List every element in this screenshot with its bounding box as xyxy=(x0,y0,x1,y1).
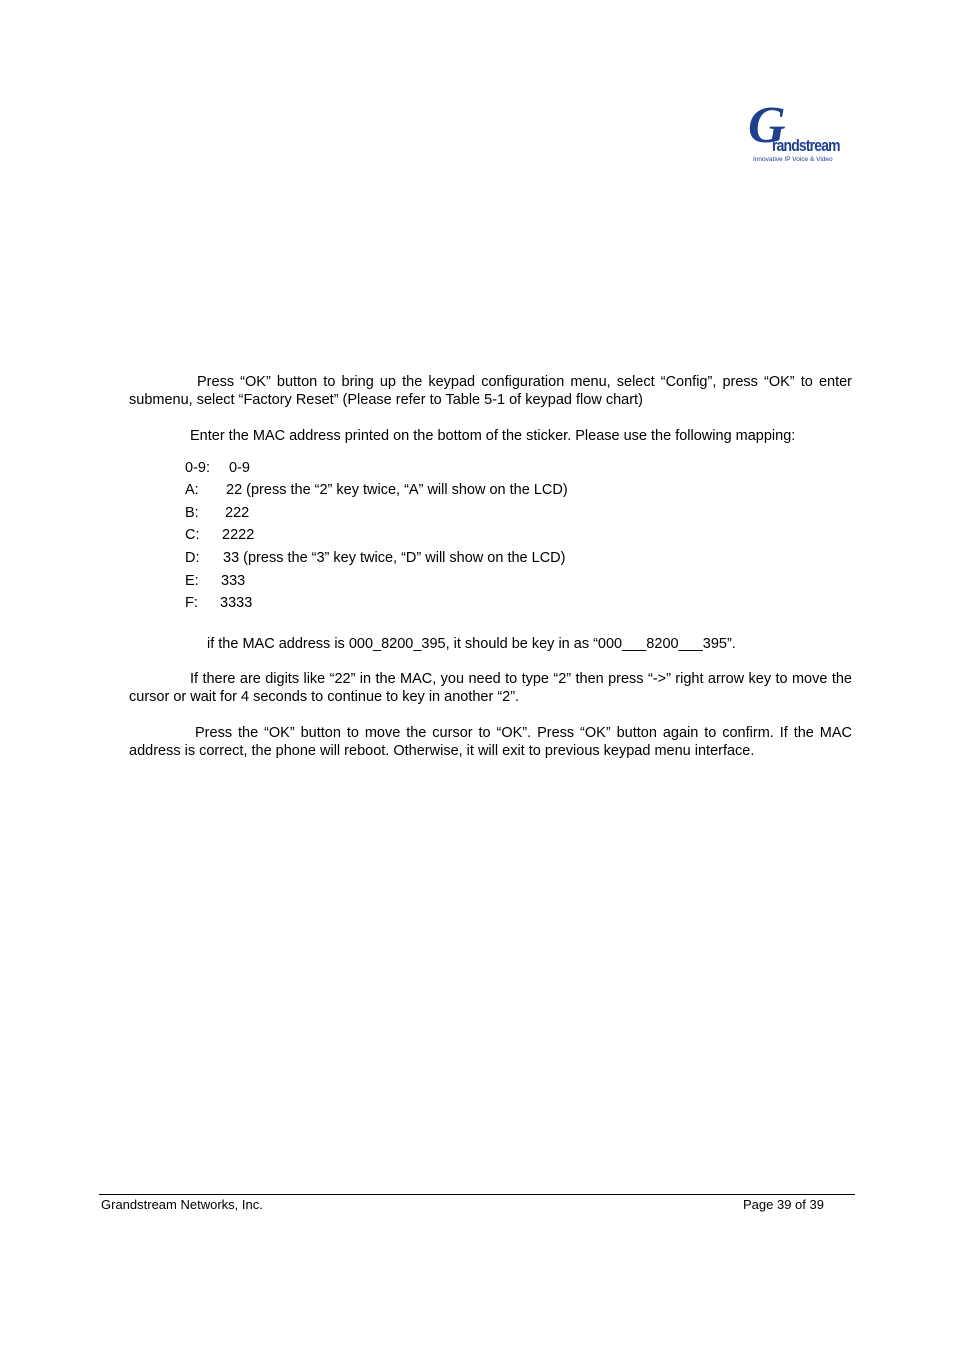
mapping-row-e xyxy=(185,572,245,590)
logo-initial: G xyxy=(748,97,786,154)
step-2-paragraph: Enter the MAC address printed on the bottom of the sticker. Please use the following mapping: xyxy=(190,428,796,444)
mapping-key: D: xyxy=(185,550,200,566)
step-3-paragraph: Press the “OK” button to move the cursor to “OK”. Press “OK” button again to confirm. If the MAC address is correct, the phone will reboot. Otherwise, it will exit to previous keypad menu interface. xyxy=(129,725,852,759)
mapping-key: C: xyxy=(185,527,200,543)
logo-wordmark: randstream xyxy=(772,136,840,155)
footer-divider xyxy=(99,1194,855,1195)
mapping-key: B: xyxy=(185,505,199,521)
mapping-row-a xyxy=(185,481,568,499)
mapping-key: 0-9: xyxy=(185,460,210,476)
mapping-value: 3333 xyxy=(220,595,253,611)
example-paragraph: if the MAC address is 000_8200_395, it should be key in as “000___8200___395”. xyxy=(207,636,736,652)
mapping-value: 222 xyxy=(225,505,250,521)
mapping-row-f xyxy=(185,594,252,612)
step-1-paragraph: Press “OK” button to bring up the keypad configuration menu, select “Config”, press “OK” to enter submenu, select “Factory Reset” (Please refer to Table 5-1 of keypad flow chart) xyxy=(129,374,852,408)
mapping-value: 333 xyxy=(221,573,246,589)
mapping-key: F: xyxy=(185,595,198,611)
footer-company: Grandstream Networks, Inc. xyxy=(101,1197,263,1212)
footer-page-number: Page 39 of 39 xyxy=(743,1197,824,1212)
mapping-key: E: xyxy=(185,573,199,589)
mapping-value: 22 (press the “2” key twice, “A” will show on the LCD) xyxy=(226,482,568,498)
mapping-row-d xyxy=(185,549,565,567)
mapping-value: 33 (press the “3” key twice, “D” will show on the LCD) xyxy=(223,550,566,566)
mapping-row-0-9 xyxy=(185,459,250,477)
mapping-row-b xyxy=(185,504,249,522)
logo-tagline: Innovative IP Voice & Video xyxy=(753,156,833,163)
mapping-value: 0-9 xyxy=(229,460,250,476)
mapping-key: A: xyxy=(185,482,199,498)
grandstream-logo xyxy=(748,97,850,166)
mapping-row-c xyxy=(185,526,254,544)
note-paragraph: If there are digits like “22” in the MAC, you need to type “2” then press “->” right arrow key to move the cursor or wait for 4 seconds to continue to key in another “2”. xyxy=(129,671,852,705)
mapping-value: 2222 xyxy=(222,527,255,543)
